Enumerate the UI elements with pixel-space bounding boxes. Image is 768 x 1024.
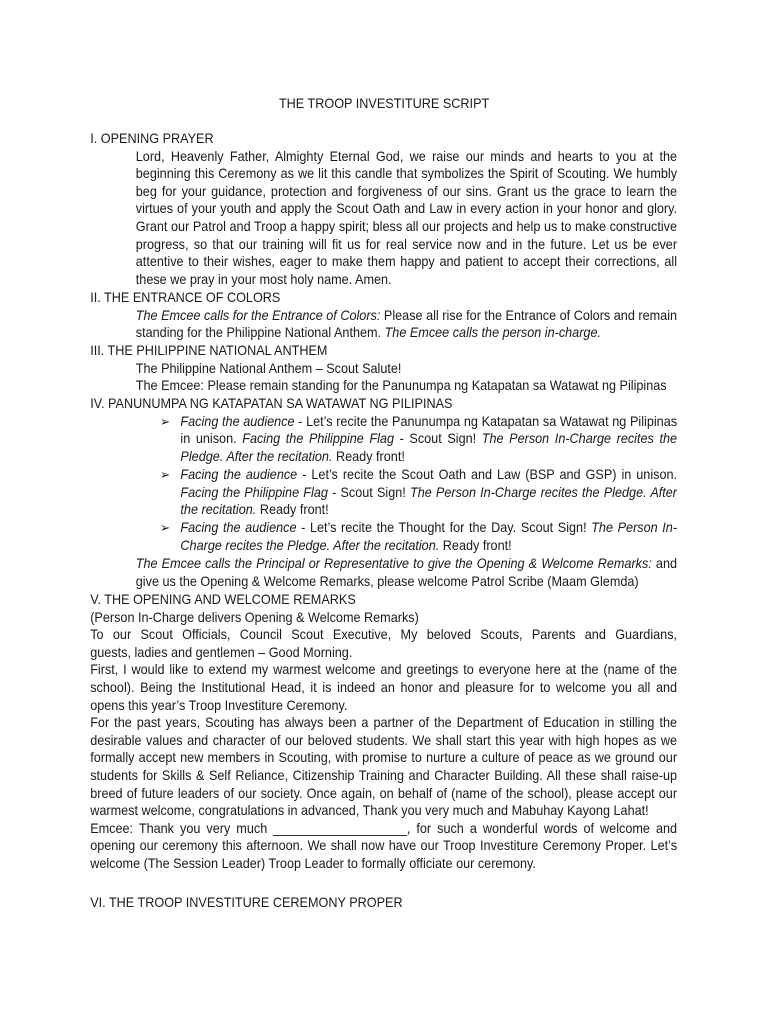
bullet-item [180, 466, 677, 519]
bullet-item [180, 519, 677, 554]
stage-direction: The Emcee calls the person in-charge. [384, 325, 602, 341]
text-line: Emcee: Thank you very much ___________________, for such a wonderful words of welcome and [90, 820, 678, 836]
text-line [180, 466, 677, 484]
text-line: give us the Opening & Welcome Remarks, please welcome Patrol Scribe (Maam Glemda) [135, 573, 639, 589]
stage-direction: The Person In-Charge recites the [481, 431, 678, 447]
stage-direction: Facing the Philippine Flag [242, 431, 394, 447]
spoken-line: Ready front! [256, 502, 329, 518]
text-line [180, 519, 677, 537]
text-line: beginning this Ceremony as we lit this candle that symbolizes the Spirit of Scouting. We humbly [135, 166, 678, 182]
text-line: these we pray in your most holy name. Amen. [135, 271, 392, 287]
text-line: warmest welcome, congratulations in advanced, Thank you very much and Mabuhay Kayong Lahat! [90, 803, 649, 819]
text-line: welcome (The Session Leader) Troop Leader to formally officiate our ceremony. [90, 855, 536, 871]
stage-direction: the recitation. [180, 502, 257, 518]
text-line: Grant our Patrol and Troop a happy spirit; bless all our projects and help us to make constructive [135, 218, 678, 234]
entrance-of-colors-paragraph [136, 307, 677, 342]
heading-opening-prayer: I. OPENING PRAYER [90, 131, 214, 146]
spoken-line: Ready front! [439, 537, 512, 553]
bullet-item [180, 413, 677, 466]
text-line: The Emcee: Please remain standing for the Panunumpa ng Katapatan sa Watawat ng Pilipinas [135, 378, 667, 394]
spoken-line: - Scout Sign! [393, 431, 482, 447]
text-line: To our Scout Officials, Council Scout Executive, My beloved Scouts, Parents and Guardians, [90, 627, 678, 643]
spoken-line: - Scout Sign! [327, 484, 410, 500]
stage-direction: The Emcee calls the Principal or Representative to give the Opening & Welcome Remarks: [135, 556, 652, 571]
text-line: students for Skills & Self Reliance, Citizenship Training and Character Building. All these shall raise-up [90, 767, 678, 783]
emcee-line: and [655, 556, 678, 571]
text-line: attentive to their wishes, eager to make them happy and patient to accept their corrections, all [135, 254, 678, 270]
stage-direction: Facing the audience [180, 520, 297, 535]
heading-entrance-of-colors: II. THE ENTRANCE OF COLORS [90, 290, 281, 305]
text-line: breed of future leaders of our society. Once again, on behalf of (name of the school), please accept our [90, 785, 678, 801]
arrow-bullet-icon: ➢ [159, 520, 171, 535]
text-line: (Person In-Charge delivers Opening & Welcome Remarks) [90, 609, 419, 625]
text-line: First, I would like to extend my warmest welcome and greetings to everyone here at the (name of the [90, 662, 678, 678]
text-line: virtues of your youth and apply the Scout Oath and Law in every action in your honor and glory. [135, 201, 678, 217]
text-line [136, 324, 677, 342]
text-line [180, 484, 677, 502]
stage-direction: The Person In- [591, 520, 678, 535]
text-line: progress, so that our training will fit us for real service now and in the future. Let us be ever [135, 236, 678, 252]
text-line [180, 537, 677, 555]
stage-direction: Charge recites the Pledge. After the recitation. [180, 537, 440, 553]
welcome-remarks-paragraph [90, 609, 677, 873]
spoken-line: - Let’s recite the Thought for the Day. Scout Sign! [296, 520, 592, 535]
text-line [180, 430, 677, 448]
text-line [180, 413, 677, 431]
opening-prayer-paragraph [136, 148, 677, 289]
arrow-bullet-icon: ➢ [159, 467, 171, 482]
heading-panunumpa: IV. PANUNUMPA NG KATAPATAN SA WATAWAT NG PILIPINAS [90, 396, 453, 411]
text-line: opening our ceremony this afternoon. We shall now have our Troop Investiture Ceremony Proper. Let’s [90, 838, 678, 854]
text-line: The Philippine National Anthem – Scout Salute! [135, 360, 402, 376]
text-line: desirable values and character of our beloved students. We shall start this year with high hopes as we [90, 732, 678, 748]
emcee-line: Please all rise for the Entrance of Colors and remain [380, 307, 678, 323]
text-line [180, 448, 677, 466]
stage-direction: Facing the Philippine Flag [180, 484, 328, 500]
heading-national-anthem: III. THE PHILIPPINE NATIONAL ANTHEM [90, 343, 328, 358]
heading-ceremony-proper: VI. THE TROOP INVESTITURE CEREMONY PROPER [90, 895, 403, 910]
emcee-line: standing for the Philippine National Anthem. [135, 325, 385, 341]
emcee-closing-paragraph [136, 555, 677, 590]
text-line: For the past years, Scouting has always been a partner of the Department of Education in stilling the [90, 715, 678, 731]
spoken-line: in unison. [180, 431, 243, 447]
text-line: Lord, Heavenly Father, Almighty Eternal God, we raise our minds and hearts to you at the [135, 148, 678, 164]
text-line [136, 555, 677, 573]
spoken-line: - Let’s recite the Scout Oath and Law (BSP and GSP) in unison. [297, 467, 678, 482]
stage-direction: The Emcee calls for the Entrance of Colors: [135, 307, 381, 323]
text-line: school). Being the Institutional Head, it is indeed an honor and pleasure for to welcome you all and [90, 679, 678, 695]
spoken-line: Ready front! [332, 448, 405, 464]
stage-direction: Facing the audience [180, 413, 295, 429]
arrow-bullet-icon: ➢ [159, 413, 171, 429]
text-line: guests, ladies and gentlemen – Good Morning. [90, 644, 353, 660]
stage-direction: Pledge. After the recitation. [180, 448, 333, 464]
stage-direction: Facing the audience [180, 467, 298, 482]
heading-welcome-remarks: V. THE OPENING AND WELCOME REMARKS [90, 592, 356, 607]
stage-direction: The Person In-Charge recites the Pledge. After [409, 484, 678, 500]
text-line [180, 501, 677, 519]
spoken-line: - Let’s recite the Panunumpa ng Katapatan sa Watawat ng Pilipinas [294, 413, 678, 429]
text-line: opens this year’s Troop Investiture Ceremony. [90, 697, 348, 713]
national-anthem-paragraph [136, 360, 694, 395]
text-line: beg for your guidance, protection and forgiveness of our sins. Grant us the grace to learn the [135, 183, 678, 199]
document-title: THE TROOP INVESTITURE SCRIPT [278, 96, 490, 111]
text-line [136, 307, 677, 325]
text-line: formally accept new members in Scouting, with promise to nurture a culture of peace as we ground our [90, 750, 678, 766]
